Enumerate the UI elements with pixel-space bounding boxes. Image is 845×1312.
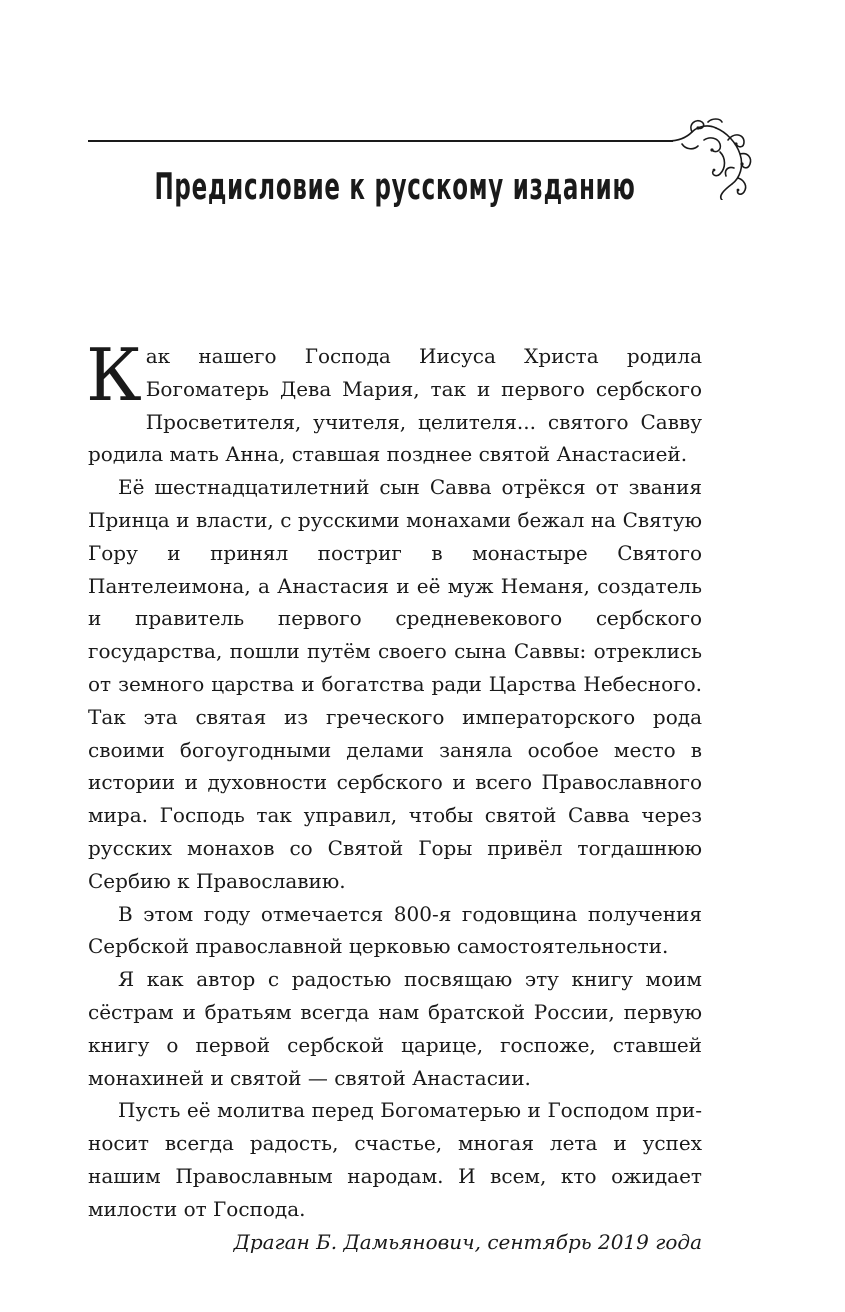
header-rule-line bbox=[88, 140, 673, 142]
paragraph-4: Я как автор с радостью посвящаю эту книгу моим сёстрам и братьям всегда нам братской России, первую книгу о первой сербской царице, госпоже, ставшей монахиней и святой — святой Анастасии. bbox=[88, 967, 702, 1090]
paragraph-3: В этом году отмечается 800-я годовщина получения Сербской православной церковью самостоятельности. bbox=[88, 901, 702, 959]
paragraph-1-text: ак нашего Господа Иисуса Христа родила Богоматерь Дева Мария, так и первого сербского Просветителя, учителя, целителя... святого Савву родила мать Анна, ставшая позднее святой Анастасией. bbox=[88, 344, 702, 467]
paragraph-5: Пусть её молитва перед Богоматерью и Господом приносит всегда радость, счастье, многая лета и успех нашим Православным народам. И всем, кто ожидает милости от Господа. bbox=[88, 1098, 702, 1221]
author-signature: Драган Б. Дамьянович, сентябрь 2019 года bbox=[233, 1229, 702, 1254]
preface-body bbox=[86, 333, 702, 1258]
paragraph-1 bbox=[86, 333, 702, 471]
page-title: Предисловие к русскому изданию bbox=[154, 166, 636, 209]
drop-cap: К bbox=[86, 333, 142, 417]
paragraph-2: Её шестнадцатилетний сын Савва отрёкся от звания Принца и власти, с русскими монахами бежал на Святую Гору и принял постриг в монастыре Святого Пантелеимона, а Анастасия и её муж Неманя, создатель и правитель первого средневекового сербского государства, пошли путём своего сына Саввы: отреклись от земного царства и богатства ради Царства Небесного. Так эта святая из греческого императорского рода своими богоугодными делами заняла особое место в истории и духовности сербского и всего Православного мира. Господь так управил, чтобы святой Савва через русских монахов со Святой Горы привёл тогдашнюю Сербию к Православию. bbox=[88, 475, 702, 893]
